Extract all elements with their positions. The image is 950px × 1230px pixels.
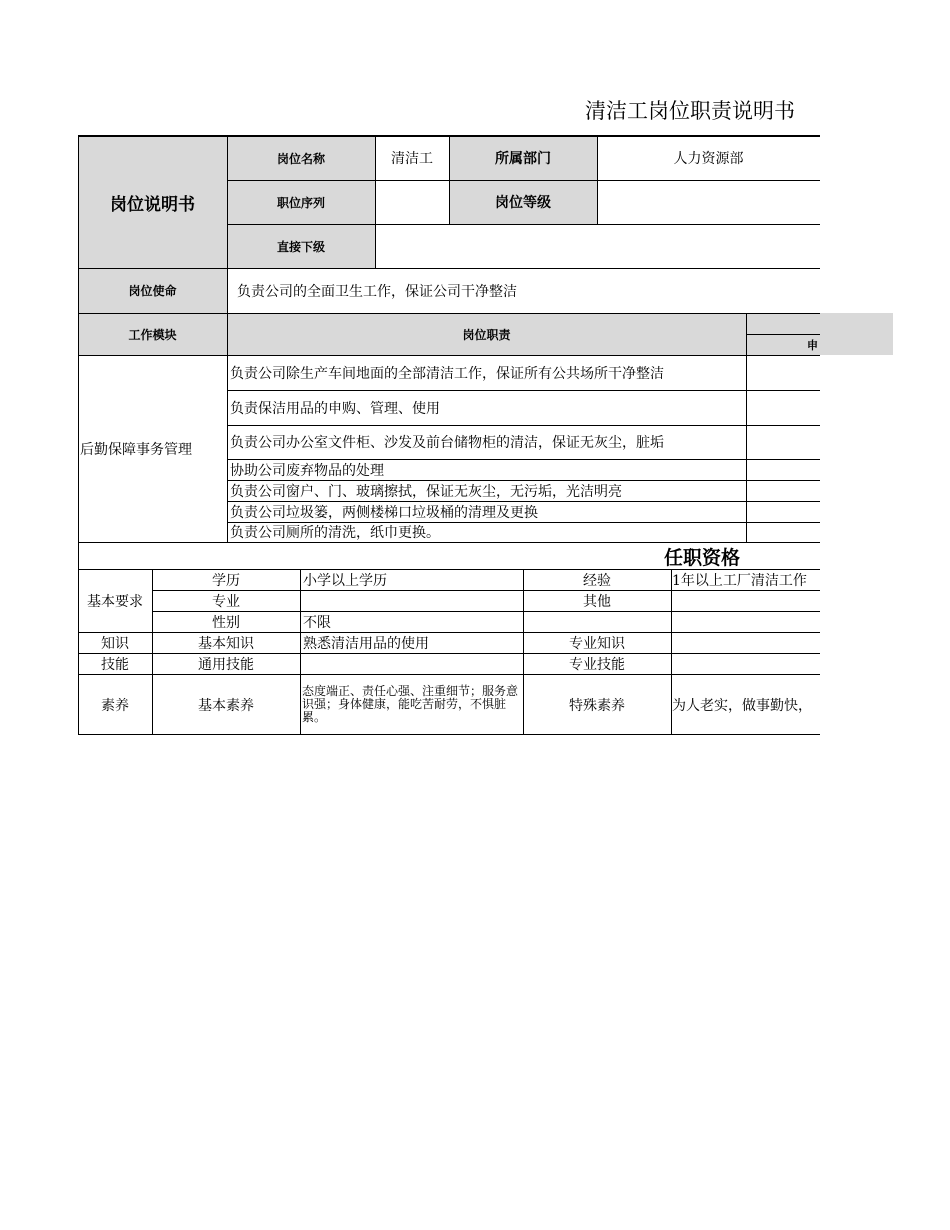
grid-line [227,501,820,502]
grid-line [227,425,820,426]
duty-item: 协助公司废弃物品的处理 [230,462,384,479]
special-quality-label: 特殊素养 [569,697,625,714]
dept-value: 人力资源部 [673,151,744,167]
grid-line [78,355,820,356]
general-skill-label: 通用技能 [198,656,254,673]
experience-label: 经验 [583,572,611,589]
gender-value: 不限 [303,614,331,631]
grid-line [597,136,598,224]
basic-quality-value: 态度端正、责任心强、注重细节；服务意识强；身体健康，能吃苦耐劳，不惧脏累。 [302,684,519,724]
duty-module-name: 后勤保障事务管理 [80,441,192,458]
grid-line [152,590,820,591]
gender-label: 性别 [212,614,240,631]
duty-item: 负责保洁用品的申购、管理、使用 [230,400,440,417]
grid-line [227,459,820,460]
basic-knowledge-label: 基本知识 [198,635,254,652]
grid-line [523,569,524,735]
seq-label: 职位序列 [227,180,375,224]
major-value [300,590,523,611]
grade-label: 岗位等级 [449,180,597,224]
document-title: 清洁工岗位职责说明书 [585,99,795,123]
education-value: 小学以上学历 [303,572,387,589]
knowledge-label: 知识 [101,635,129,652]
seq-value [375,180,449,224]
duty-extra-header-bottom: 申 [746,334,820,355]
grid-line [746,313,747,542]
pro-knowledge-value [671,632,820,653]
grid-line [227,522,820,523]
major-label: 专业 [212,593,240,610]
dept-label: 所属部门 [449,136,597,180]
grid-line [78,653,820,654]
grid-line [78,313,820,314]
pro-skill-label: 专业技能 [569,656,625,673]
grid-line [78,569,820,570]
subordinate-value [375,224,820,268]
header-overflow-shade [820,313,893,355]
pro-knowledge-label: 专业知识 [569,635,625,652]
grid-line [300,569,301,735]
grid-line [227,390,820,391]
general-skill-value [300,653,523,674]
grid-line [152,611,820,612]
duty-header: 岗位职责 [227,313,746,355]
box-label: 岗位说明书 [78,136,227,268]
grid-line [152,569,153,735]
grade-value [597,180,820,224]
job-name-label: 岗位名称 [227,136,375,180]
pro-skill-value [671,653,820,674]
basic-requirements-label: 基本要求 [87,593,143,610]
duty-item: 负责公司办公室文件柜、沙发及前台储物柜的清洁，保证无灰尘，脏垢 [230,435,664,451]
basic-quality-label: 基本素养 [198,697,254,714]
subordinate-label: 直接下级 [227,224,375,268]
grid-line [375,136,376,268]
special-quality-value: 为人老实，做事勤快， [672,697,812,714]
duty-extra-header-top [746,313,820,334]
other-label: 其他 [583,593,611,610]
grid-line [227,136,228,542]
grid-line [449,136,450,224]
grid-line [746,334,820,335]
experience-value: 1年以上工厂清洁工作 [672,572,807,589]
grid-line [78,268,820,269]
duty-item: 负责公司窗户、门、玻璃擦拭，保证无灰尘，无污垢，光洁明亮 [230,483,622,500]
education-label: 学历 [212,572,240,589]
job-name-value: 清洁工 [391,151,433,167]
duty-item: 负责公司垃圾篓，两侧楼梯口垃圾桶的清理及更换 [230,504,538,521]
quality-label: 素养 [101,697,129,714]
grid-line [78,674,820,675]
duty-item: 负责公司厕所的清洗，纸巾更换。 [230,525,440,541]
grid-line [227,480,820,481]
grid-line [227,224,820,225]
mission-label: 岗位使命 [78,268,227,313]
duty-item: 负责公司除生产车间地面的全部清洁工作，保证所有公共场所干净整洁 [230,365,664,382]
qualifications-header: 任职资格 [664,546,741,569]
grid-line [671,569,672,735]
grid-line [227,180,820,181]
mission-value: 负责公司的全面卫生工作，保证公司干净整洁 [237,283,517,300]
basic-knowledge-value: 熟悉清洁用品的使用 [303,635,429,652]
skill-label: 技能 [101,656,129,673]
module-header: 工作模块 [78,313,227,355]
grid-line [78,632,820,633]
grid-line [78,734,820,735]
grid-line [78,542,820,543]
grid-line [78,136,79,735]
other-value [671,590,820,611]
